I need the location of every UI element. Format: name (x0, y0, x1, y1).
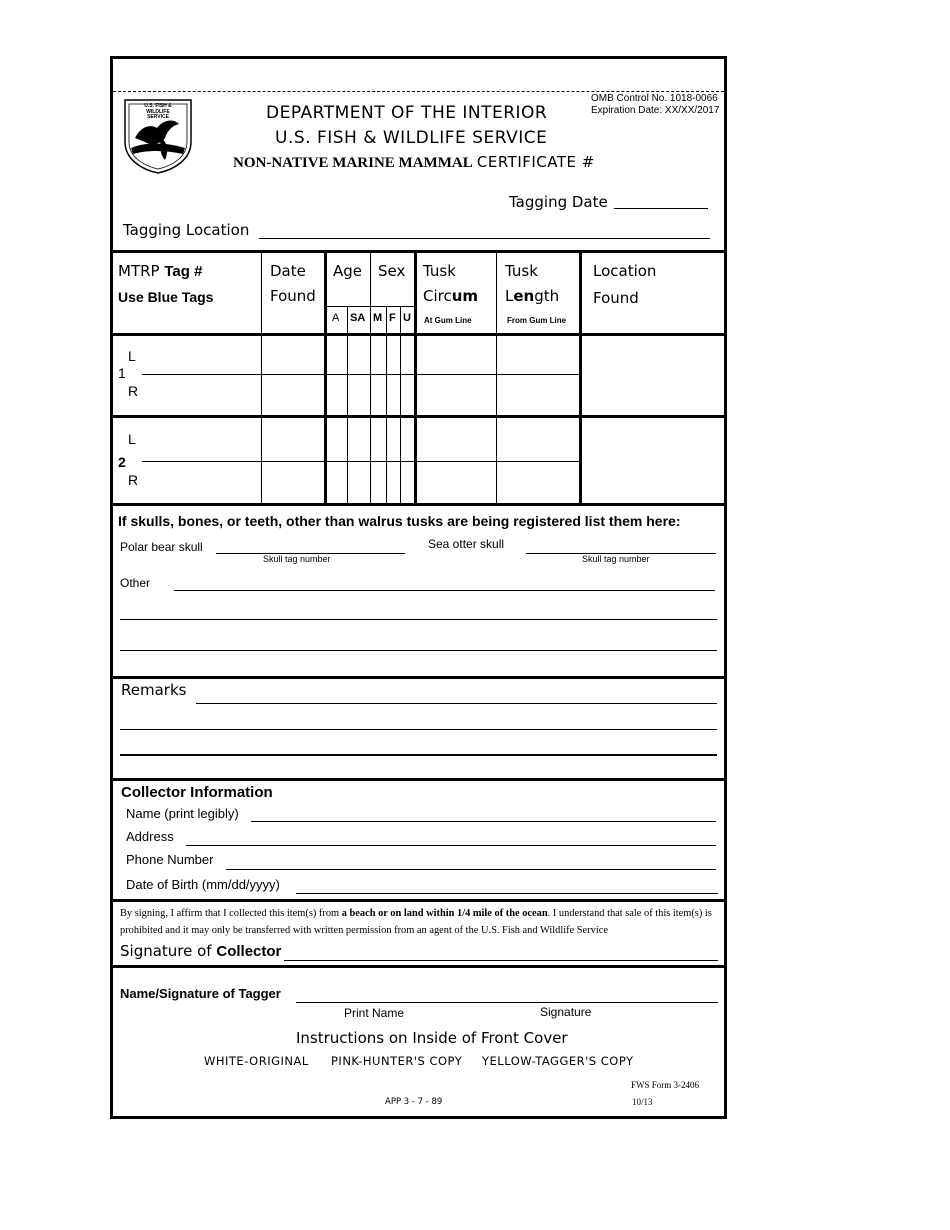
fws-logo (121, 98, 195, 174)
col-divider (579, 252, 582, 504)
tagging-date-label: Tagging Date (509, 193, 608, 211)
affirm-part-1: By signing, I affirm that I collected this item(s) from (120, 908, 342, 919)
tagging-date-field[interactable] (614, 208, 708, 209)
col-divider (414, 252, 417, 504)
dob-label: Date of Birth (mm/dd/yyyy) (126, 877, 280, 892)
omb-control: OMB Control No. 1018-0066 (591, 93, 718, 104)
row-1-right-label: R (128, 383, 139, 399)
sex-unknown: U (403, 312, 411, 324)
row-1-left-label: L (128, 348, 136, 364)
logo-text-top: U.S. FISH & WILDLIFE SERVICE (144, 103, 172, 120)
collector-signature-field[interactable] (284, 960, 718, 961)
certificate-title-bold: NON-NATIVE MARINE MAMMAL (233, 155, 473, 171)
subcol-divider (400, 306, 401, 504)
remarks-field-line-3[interactable] (120, 754, 717, 756)
remarks-label: Remarks (121, 681, 187, 699)
sex-header: Sex (378, 262, 406, 280)
subcol-divider (347, 306, 348, 504)
sig-bold: Collector (216, 943, 282, 960)
department-title: DEPARTMENT OF THE INTERIOR (266, 103, 548, 123)
blue-tags-note: Use Blue Tags (118, 289, 214, 305)
remarks-field-line-2[interactable] (120, 729, 717, 730)
affirm-part-2: . I understand that sale of this item(s) is prohibited and it may only be transferred with written permission from an agent of the U.S. Fish and Wildlife Service (120, 908, 712, 936)
section-divider (110, 778, 727, 781)
print-name-caption: Print Name (344, 1006, 405, 1020)
name-label: Name (print legibly) (126, 806, 239, 821)
circ-bold: um (451, 287, 479, 305)
address-field[interactable] (186, 845, 716, 846)
col-divider (496, 252, 497, 504)
col-divider (370, 252, 371, 504)
other-field[interactable] (174, 590, 715, 591)
tag-number-header (118, 264, 202, 279)
other-field-line-3[interactable] (120, 650, 717, 651)
phone-field[interactable] (226, 869, 716, 870)
col-divider (261, 252, 262, 504)
row-1-number: 1 (118, 365, 126, 381)
other-label: Other (120, 576, 151, 590)
tusk-length-header: Tusk (505, 262, 538, 280)
signature-caption: Signature (540, 1005, 592, 1019)
row-divider (110, 415, 727, 418)
subcol-divider (386, 306, 387, 504)
app-code: APP 3 - 7 - 89 (385, 1097, 443, 1107)
sex-female: F (389, 312, 396, 324)
phone-label: Phone Number (126, 852, 214, 867)
at-gum-line: At Gum Line (424, 316, 472, 325)
row-2-split (142, 461, 579, 462)
tusk-circ-header: Tusk (423, 262, 456, 280)
date-header: Date (270, 262, 306, 280)
circ-pre: Circ (423, 287, 452, 305)
collector-signature-label (120, 944, 281, 959)
tagging-location-field[interactable] (259, 238, 710, 239)
skull-tag-caption-2: Skull tag number (582, 554, 650, 564)
white-copy: WHITE-ORIGINAL (204, 1054, 309, 1068)
subheader-line (325, 306, 415, 307)
certificate-title-rest: CERTIFICATE # (476, 153, 595, 171)
table-top-border (110, 250, 727, 253)
table-header-border (110, 333, 727, 336)
from-gum-line: From Gum Line (507, 316, 567, 325)
age-adult: A (332, 312, 340, 324)
skull-tag-caption-1: Skull tag number (263, 554, 331, 564)
certificate-title (233, 155, 595, 171)
section-divider (110, 965, 727, 968)
address-label: Address (126, 829, 174, 844)
name-field[interactable] (251, 821, 716, 822)
polar-bear-label: Polar bear skull (120, 540, 203, 554)
form-number: FWS Form 3-2406 (631, 1080, 700, 1090)
age-header: Age (333, 262, 363, 280)
row-2-right-label: R (128, 472, 139, 488)
table-bottom-border (110, 503, 727, 506)
tag-header-pre: MTRP (118, 262, 165, 280)
tagger-label: Name/Signature of Tagger (120, 986, 281, 1001)
len-b: en (513, 287, 535, 305)
pink-copy: PINK-HUNTER'S COPY (331, 1054, 463, 1068)
tagging-location-label: Tagging Location (123, 221, 250, 239)
form-date: 10/13 (632, 1097, 653, 1107)
len-a: L (505, 287, 514, 305)
sea-otter-label: Sea otter skull (428, 537, 505, 551)
affirm-bold: a beach or on land within 1/4 mile of the ocean (341, 908, 548, 919)
instructions: Instructions on Inside of Front Cover (296, 1029, 568, 1047)
expiration-date: Expiration Date: XX/XX/2017 (591, 105, 720, 116)
service-title: U.S. FISH & WILDLIFE SERVICE (275, 128, 548, 148)
row-1-split (142, 374, 579, 375)
circum-header (423, 289, 478, 304)
dob-field[interactable] (296, 893, 718, 894)
found-header: Found (270, 287, 316, 305)
tagger-field[interactable] (296, 1002, 718, 1003)
location-header: Location (593, 262, 657, 280)
skulls-heading: If skulls, bones, or teeth, other than walrus tusks are being registered list them here: (118, 513, 681, 529)
sex-male: M (373, 312, 383, 324)
length-header (505, 289, 559, 304)
age-subadult: SA (350, 312, 366, 324)
sig-pre: Signature of (120, 942, 217, 960)
row-2-number: 2 (118, 454, 126, 470)
len-c: gth (534, 287, 560, 305)
tag-header-bold: Tag # (164, 263, 203, 280)
remarks-field[interactable] (196, 703, 717, 704)
section-divider (110, 676, 727, 679)
location-found-header: Found (593, 289, 639, 307)
col-divider (324, 252, 327, 504)
dashed-separator (113, 91, 724, 92)
other-field-line-2[interactable] (120, 619, 717, 620)
yellow-copy: YELLOW-TAGGER'S COPY (482, 1054, 634, 1068)
collector-heading: Collector Information (121, 784, 273, 801)
row-2-left-label: L (128, 431, 136, 447)
affirmation-text (120, 905, 720, 939)
section-divider (110, 899, 727, 902)
